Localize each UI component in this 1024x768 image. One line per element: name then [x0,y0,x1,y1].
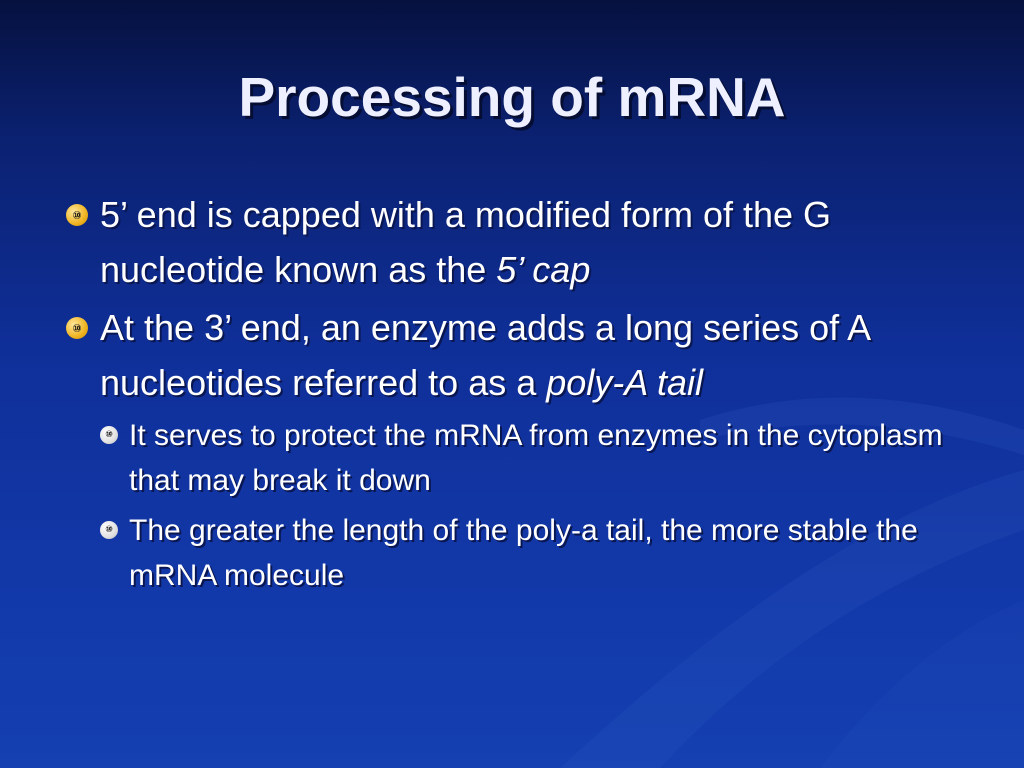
bullet-item [72,300,980,410]
bullet-text: 5’ end is capped with a modified form of the G nucleotide known as the [100,194,832,290]
numbered-circle-bullet-icon: ⑩ [66,204,88,226]
numbered-circle-bullet-icon: ⑩ [66,317,88,339]
bullet-emphasis: poly-A tail [546,362,703,403]
sub-bullet-item [105,413,979,503]
bullet-item [72,187,980,297]
sub-bullet-item [105,508,979,598]
numbered-circle-bullet-icon: ⑩ [100,426,118,444]
bullet-text: At the 3’ end, an enzyme adds a long series of A nucleotides referred to as a [100,307,870,403]
sub-bullet-text: The greater the length of the poly-a tail, the more stable the mRNA molecule [129,514,918,592]
slide-title: Processing of mRNA [238,66,786,128]
bullet-emphasis: 5’ cap [496,249,591,290]
sub-bullet-text: It serves to protect the mRNA from enzymes in the cytoplasm that may break it down [129,419,943,497]
numbered-circle-bullet-icon: ⑩ [100,521,118,539]
